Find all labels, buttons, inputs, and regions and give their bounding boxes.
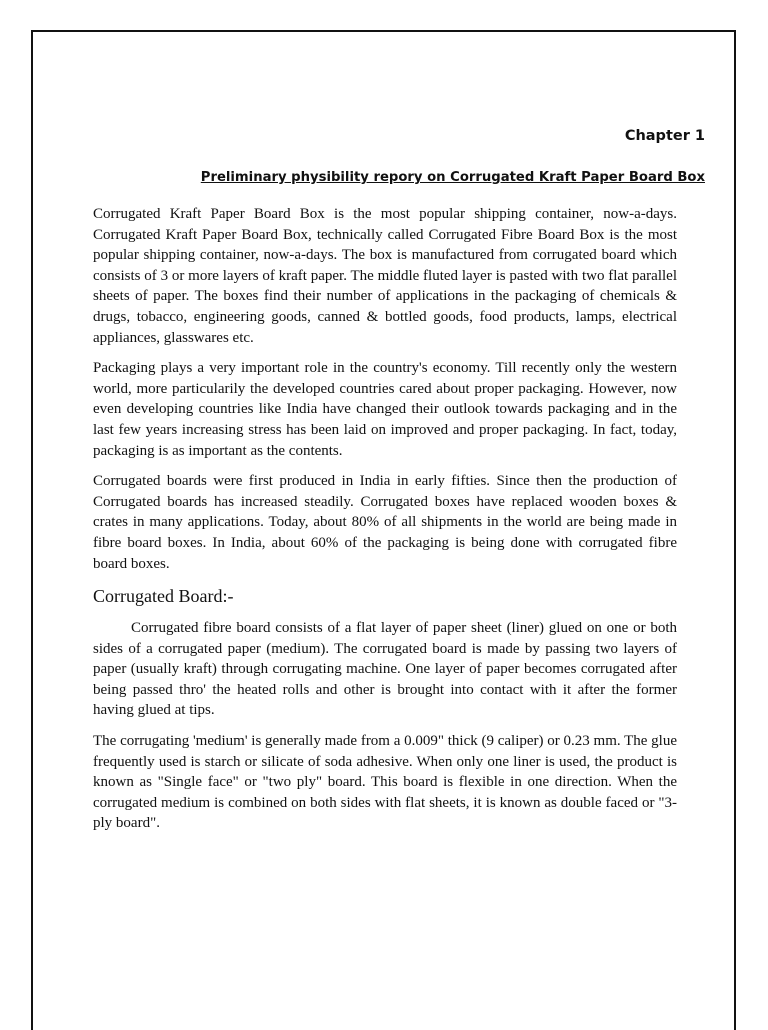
document-page <box>31 30 736 1030</box>
section-paragraph: The corrugating 'medium' is generally made from a 0.009" thick (9 caliper) or 0.23 mm. The glue frequently used is starch or silicate of soda adhesive. When only one liner is used, the product is known as "Single face" or "two ply" board. This board is flexible in one direction. When the corrugated medium is combined on both sides with flat sheets, it is known as double faced or "3-ply board". <box>93 733 677 832</box>
body-paragraph: Packaging plays a very important role in the country's economy. Till recently only the western world, more particularily the developed countries cared about proper packaging. However, now even developing countries like India have changed their outlook towards packaging and in the last few years increasing stress has been laid on improved and proper packaging. In fact, today, packaging is as important as the contents. <box>93 360 677 459</box>
section-heading: Corrugated Board:- <box>93 586 234 607</box>
chapter-label: Chapter 1 <box>624 128 705 144</box>
body-paragraph: Corrugated boards were first produced in India in early fifties. Since then the production of Corrugated boards has increased steadily. Corrugated boxes have replaced wooden boxes & crates in many applications. Today, about 80% of all shipments in the world are being made in fibre board boxes. In India, about 60% of the packaging is being done with corrugated fibre board boxes. <box>93 473 677 572</box>
body-paragraph: Corrugated Kraft Paper Board Box is the most popular shipping container, now-a-days. Corrugated Kraft Paper Board Box, technically called Corrugated Fibre Board Box is the most popular shipping container, now-a-days. The box is manufactured from corrugated board which consists of 3 or more layers of kraft paper. The middle fluted layer is pasted with two flat parallel sheets of paper. The boxes find their number of applications in the packaging of chemicals & drugs, tobacco, engineering goods, canned & bottled goods, food products, lamps, electrical appliances, glasswares etc. <box>93 206 677 346</box>
section-paragraph: Corrugated fibre board consists of a flat layer of paper sheet (liner) glued on one or both sides of a corrugated paper (medium). The corrugated board is made by passing two layers of paper (usually kraft) through corrugating machine. One layer of paper becomes corrugated after being passed thro' the heated rolls and other is brought into contact with it after the former having glued at tips. <box>93 620 677 719</box>
document-title: Preliminary physibility repory on Corrugated Kraft Paper Board Box <box>200 170 705 185</box>
document-body <box>93 204 677 844</box>
